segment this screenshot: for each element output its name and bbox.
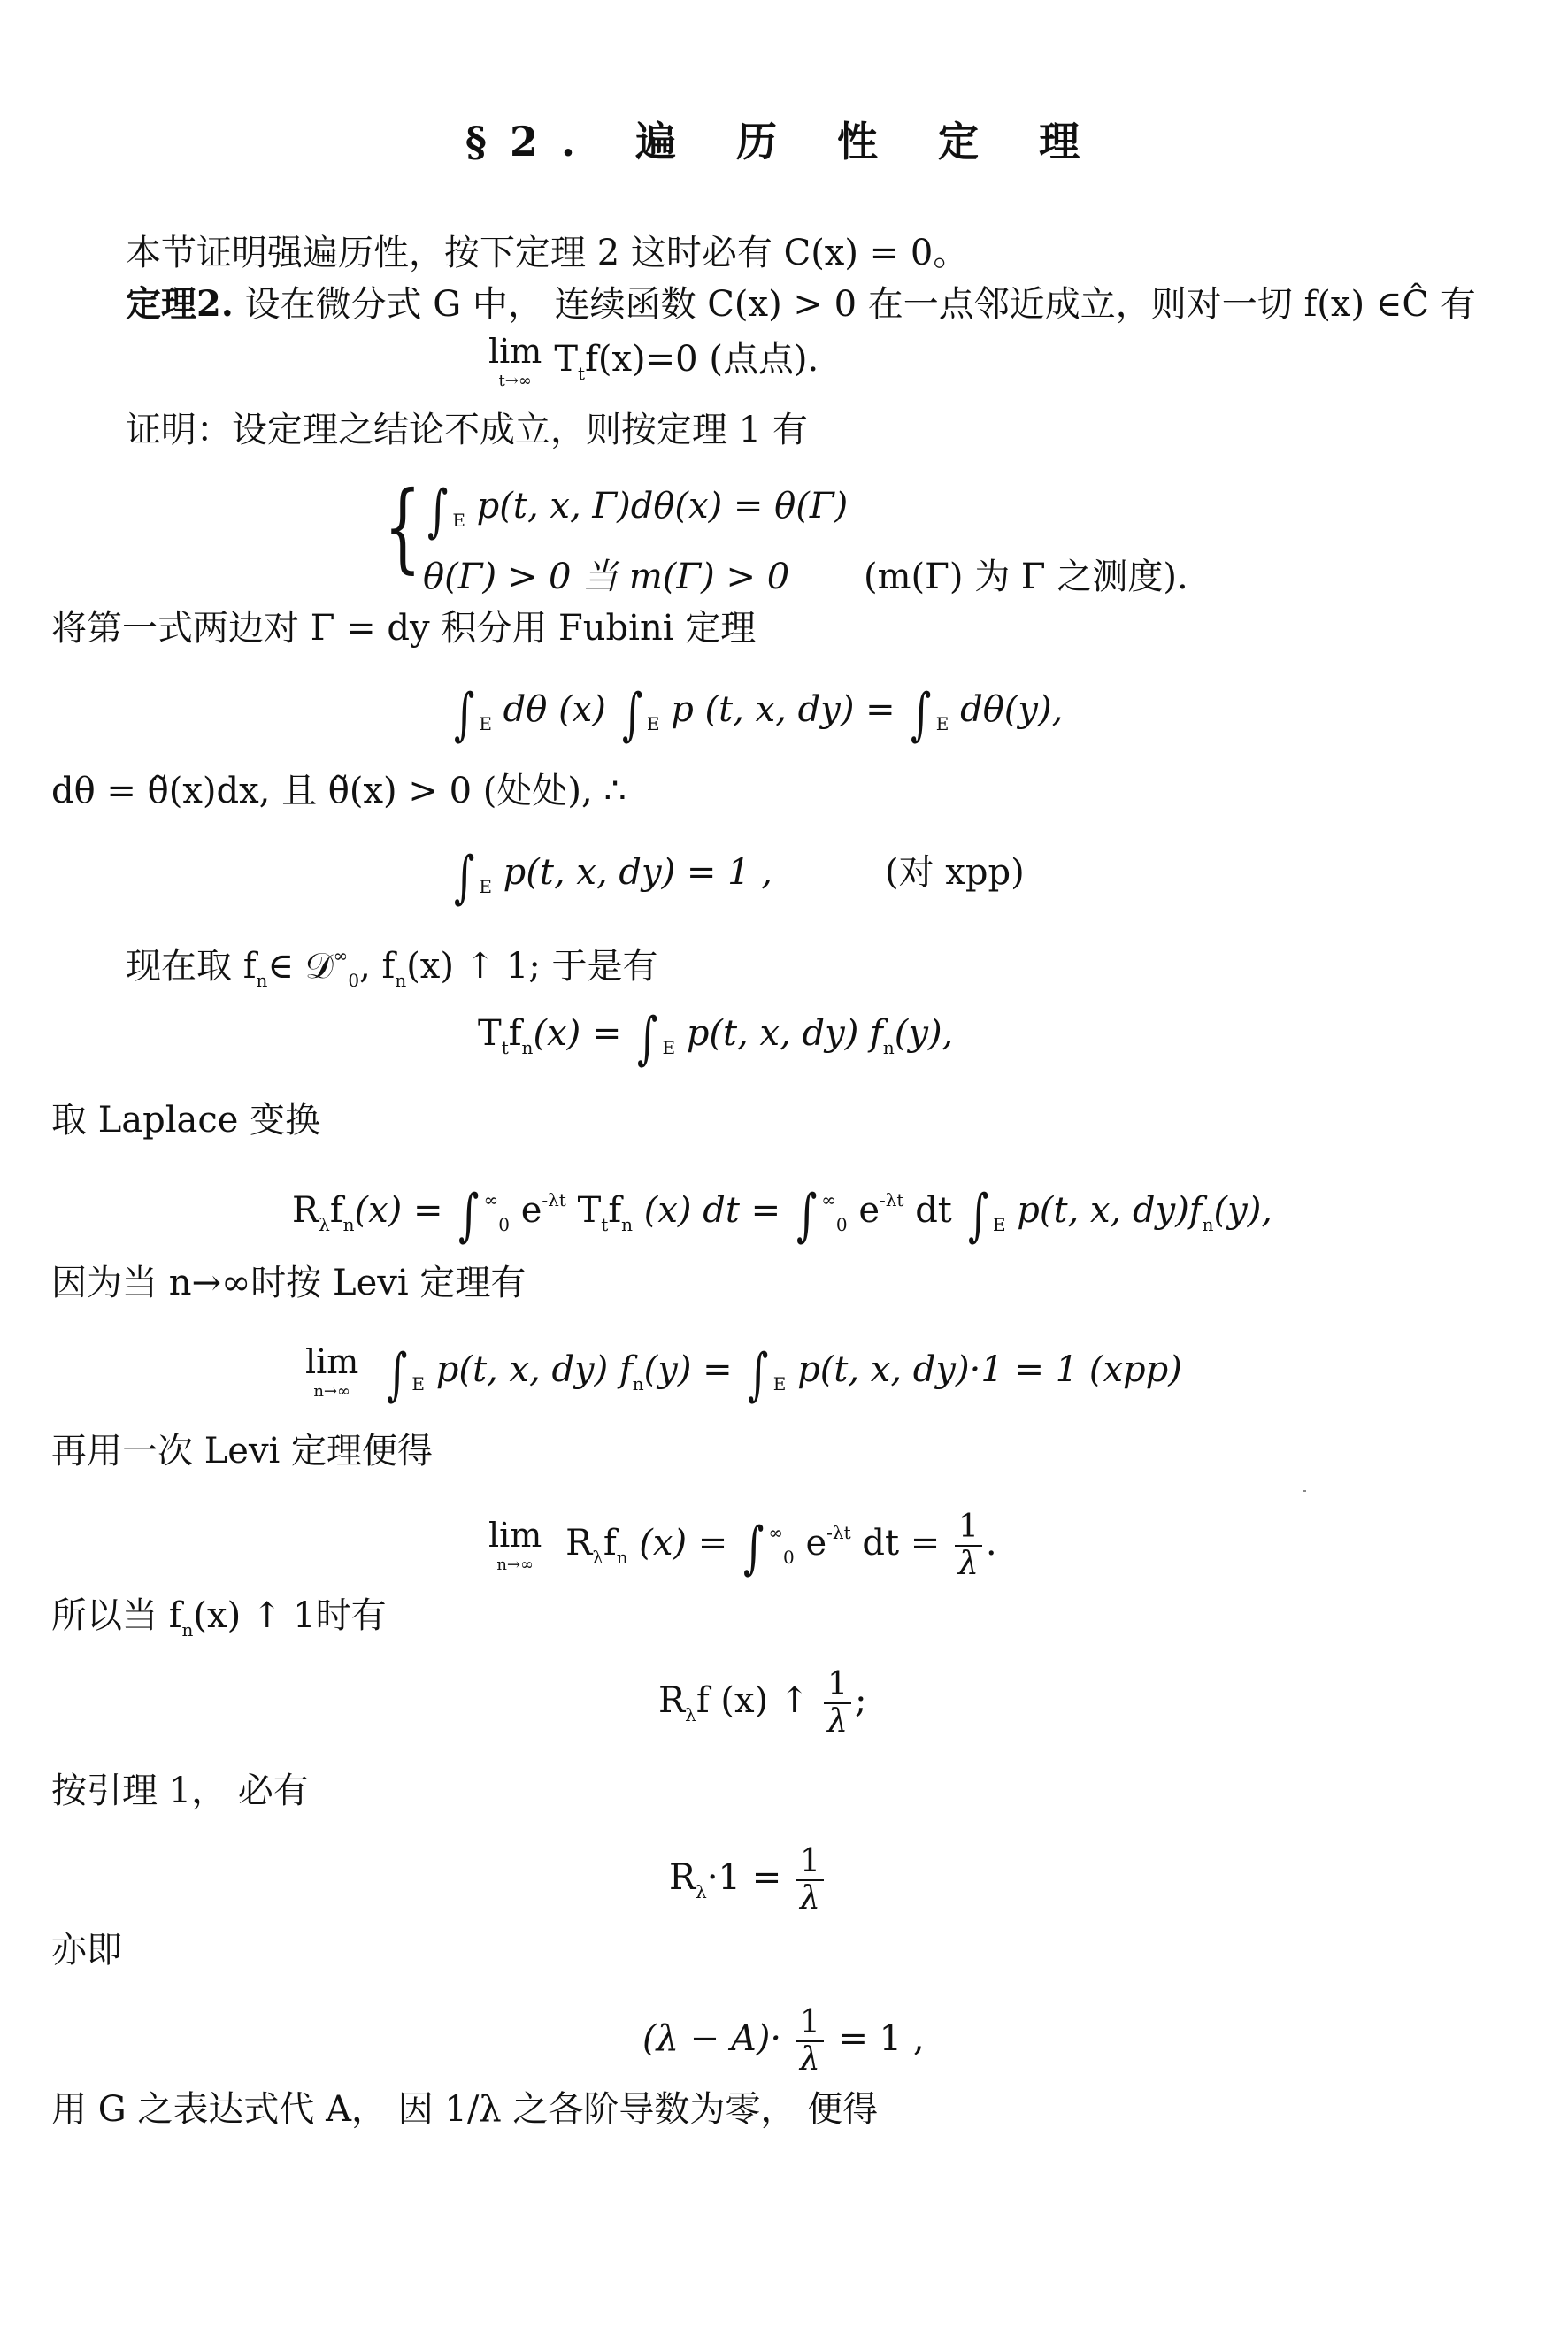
fraction: $\frac{1}{\lambda}$ xyxy=(824,1669,851,1738)
levi-paragraph: 因为当 n→∞时按 Levi 定理有 xyxy=(51,1263,527,1303)
section-title: §2. 遍 历 性 定 理 xyxy=(465,118,1103,165)
intro-paragraph: 本节证明强遍历性，按下定理 2 这时必有 C(x) = 0。 xyxy=(126,233,969,273)
fubini-paragraph: 将第一式两边对 Γ = dy 积分用 Fubini 定理 xyxy=(51,608,757,649)
system-line-1: ∫ $_E$ p(t, x, Γ)dθ(x) = θ(Γ) xyxy=(427,479,849,544)
laplace-equation: $R_\lambda f_n(x)$ = ∫ ∞$_0$ $e^{-\lambda t}$ $T_tf_n$ (x) dt = ∫ ∞$_0$ $e^{-\lambda t}$ dt ∫ $_E$ p(t, x, $dy)f_n(y)$, xyxy=(292,1183,1273,1248)
fubini-equation: ∫ $_E$ dθ (x) ∫ $_E$ p (t, x, dy) = ∫ $_E$ dθ(y), xyxy=(454,682,1064,748)
final-paragraph: 用 G 之表达式代 A， 因 1/λ 之各阶导数为零， 便得 xyxy=(51,2089,879,2130)
monotone-equation: $R_\lambda f$ (x) ↑ $\frac{1}{\lambda}$ ; xyxy=(658,1666,867,1740)
theorem-2-statement xyxy=(126,280,1476,329)
proof-intro: 证明：设定理之结论不成立，则按定理 1 有 xyxy=(126,410,808,450)
fraction: $\frac{1}{\lambda}$ xyxy=(796,2007,824,2076)
fraction: $\frac{1}{\lambda}$ xyxy=(796,1846,824,1915)
density-paragraph: dθ = θ̃(x)dx, 且 θ̃(x) > 0 (处处), ∴ xyxy=(51,771,626,811)
also-paragraph: 亦即 xyxy=(51,1930,122,1971)
theorem-2-formula: lim t→∞ $T_tf(x)=0$ (点点). xyxy=(488,332,819,390)
lambda-equation: (λ − A)· $\frac{1}{\lambda}$ = 1 , xyxy=(642,2004,925,2078)
choose-paragraph: 现在取 $f_n\in$ 𝒟∞$_0$, $f_n(x)$ ↑ 1; 于是有 xyxy=(126,945,658,991)
system-line-2: θ(Γ) > 0 当 m(Γ) > 0 xyxy=(423,557,790,597)
normalization-equation: ∫ $_E$ p(t, x, dy) = 1 , xyxy=(454,845,773,910)
left-brace: { xyxy=(384,470,421,583)
r-one-equation: $R_\lambda\cdot 1$ = $\frac{1}{\lambda}$ xyxy=(669,1846,827,1917)
tf-equation: $T_tf_n(x)$ = ∫ $_E$ p(t, x, dy) $f_n(y)$, xyxy=(478,1006,954,1072)
fraction: $\frac{1}{\lambda}$ xyxy=(955,1511,982,1580)
laplace-paragraph: 取 Laplace 变换 xyxy=(51,1100,321,1141)
theorem-text: 设在微分式 G 中， 连续函数 C(x) > 0 在一点邻近成立，则对一切 f(x) ∈Ĉ 有 xyxy=(244,284,1476,325)
normalization-note: (对 xpp) xyxy=(885,852,1025,893)
theorem-label: 定理2. xyxy=(126,283,234,325)
lemma-paragraph: 按引理 1， 必有 xyxy=(51,1771,309,1811)
again-levi-paragraph: 再用一次 Levi 定理便得 xyxy=(51,1431,434,1471)
scan-speck xyxy=(1303,1490,1306,1492)
system-note: (m(Γ) 为 Γ 之测度). xyxy=(864,557,1188,597)
limit-operator: lim t→∞ xyxy=(488,332,542,390)
again-levi-equation: lim n→∞ $R_\lambda f_n$ (x) = ∫ ∞$_0$ $e^{-\lambda t}$ dt = $\frac{1}{\lambda}$ . xyxy=(488,1509,997,1582)
so-paragraph: 所以当 $f_n(x)$ ↑ 1时有 xyxy=(51,1595,387,1640)
levi-equation: lim n→∞ ∫ $_E$ p(t, x, dy) $f_n(y)$ = ∫ $_E$ p(t, x, dy)·1 = 1 (xpp) xyxy=(305,1342,1182,1408)
